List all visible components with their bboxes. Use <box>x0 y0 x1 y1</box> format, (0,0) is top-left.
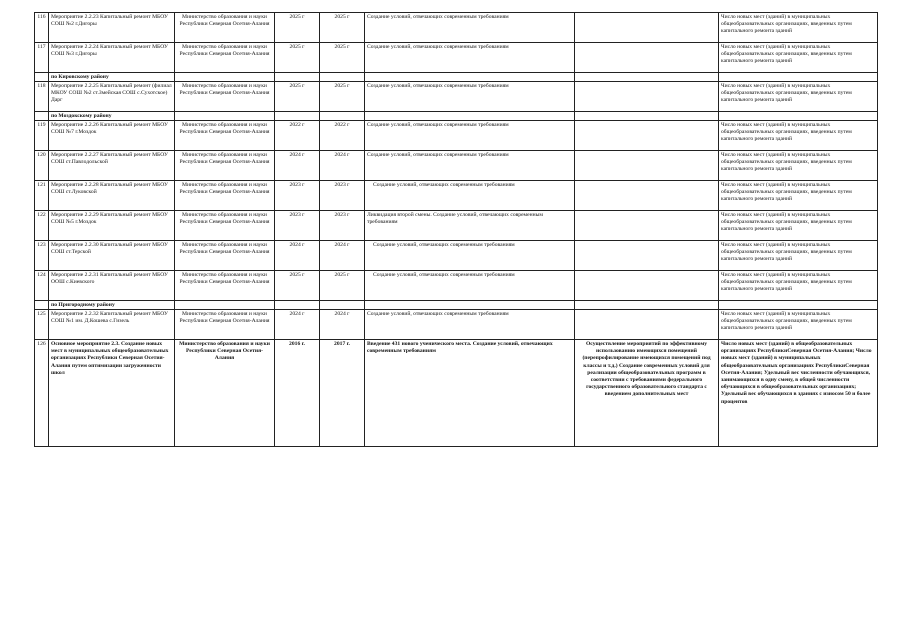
event-name: Мероприятие 2.2.30 Капитальный ремонт МБОУ СОШ ст.Терской <box>49 241 175 271</box>
expected-result: Создание условий, отвечающих современным требованиям <box>365 241 575 271</box>
row-number: 123 <box>35 241 49 271</box>
expected-result: Создание условий, отвечающих современным требованиям <box>365 121 575 151</box>
section-empty-cell <box>320 112 365 121</box>
section-empty-cell <box>365 73 575 82</box>
table-row <box>35 181 878 211</box>
executor: Министерство образования и науки Республики Северная Осетия-Алания <box>175 151 275 181</box>
row-number: 125 <box>35 310 49 340</box>
indicator: Число новых мест (зданий) в муниципальных общеобразовательных организациях, введенных путем капитального ремонта зданий <box>719 151 878 181</box>
executor: Министерство образования и науки Республики Северная Осетия-Алания <box>175 340 275 447</box>
executor: Министерство образования и науки Республики Северная Осетия-Алания <box>175 82 275 112</box>
event-name: Мероприятие 2.2.24 Капитальный ремонт МБОУ СОШ №3 г.Дигоры <box>49 43 175 73</box>
section-num-cell <box>35 112 49 121</box>
section-empty-cell <box>320 73 365 82</box>
section-empty-cell <box>575 301 719 310</box>
end-year: 2025 г <box>320 271 365 301</box>
section-empty-cell <box>175 301 275 310</box>
row-number: 119 <box>35 121 49 151</box>
indicator: Число новых мест (зданий) в муниципальных общеобразовательных организациях, введенных путем капитального ремонта зданий <box>719 271 878 301</box>
event-name: Мероприятие 2.2.28 Капитальный ремонт МБОУ СОШ ст.Луковской <box>49 181 175 211</box>
section-num-cell <box>35 301 49 310</box>
section-row <box>35 112 878 121</box>
end-year: 2022 г <box>320 121 365 151</box>
section-empty-cell <box>719 73 878 82</box>
indicator: Число новых мест (зданий) в муниципальных общеобразовательных организациях, введенных путем капитального ремонта зданий <box>719 121 878 151</box>
row-number: 126 <box>35 340 49 447</box>
row-number: 118 <box>35 82 49 112</box>
expected-result: Создание условий, отвечающих современным требованиям <box>365 82 575 112</box>
program-link <box>575 181 719 211</box>
section-empty-cell <box>365 301 575 310</box>
indicator: Число новых мест (зданий) в муниципальных общеобразовательных организациях, введенных путем капитального ремонта зданий <box>719 43 878 73</box>
table-row <box>35 82 878 112</box>
section-empty-cell <box>275 301 320 310</box>
executor: Министерство образования и науки Республики Северная Осетия-Алания <box>175 43 275 73</box>
executor: Министерство образования и науки Республики Северная Осетия-Алания <box>175 271 275 301</box>
start-year: 2024 г <box>275 310 320 340</box>
row-number: 120 <box>35 151 49 181</box>
start-year: 2025 г <box>275 82 320 112</box>
program-link <box>575 271 719 301</box>
program-table <box>34 12 878 447</box>
program-link <box>575 82 719 112</box>
start-year: 2025 г <box>275 43 320 73</box>
section-label: по Моздокскому району <box>49 112 175 121</box>
section-num-cell <box>35 73 49 82</box>
start-year: 2023 г <box>275 211 320 241</box>
table-row <box>35 43 878 73</box>
section-empty-cell <box>719 301 878 310</box>
table-row <box>35 13 878 43</box>
event-name: Мероприятие 2.2.23 Капитальный ремонт МБОУ СОШ №2 г.Дигоры <box>49 13 175 43</box>
start-year: 2025 г <box>275 271 320 301</box>
row-number: 116 <box>35 13 49 43</box>
end-year: 2017 г. <box>320 340 365 447</box>
event-name: Мероприятие 2.2.26 Капитальный ремонт МБОУ СОШ №7 г.Моздок <box>49 121 175 151</box>
end-year: 2025 г <box>320 13 365 43</box>
executor: Министерство образования и науки Республики Северная Осетия-Алания <box>175 310 275 340</box>
program-link <box>575 211 719 241</box>
expected-result: Создание условий, отвечающих современным требованиям <box>365 310 575 340</box>
section-empty-cell <box>719 112 878 121</box>
executor: Министерство образования и науки Республики Северная Осетия-Алания <box>175 241 275 271</box>
section-empty-cell <box>365 112 575 121</box>
start-year: 2016 г. <box>275 340 320 447</box>
row-number: 122 <box>35 211 49 241</box>
expected-result: Создание условий, отвечающих современным требованиям <box>365 43 575 73</box>
program-link <box>575 310 719 340</box>
row-number: 117 <box>35 43 49 73</box>
end-year: 2024 г <box>320 241 365 271</box>
section-row <box>35 73 878 82</box>
indicator: Число новых мест (зданий) в муниципальных общеобразовательных организациях, введенных путем капитального ремонта зданий <box>719 181 878 211</box>
table-row <box>35 121 878 151</box>
expected-result: Создание условий, отвечающих современным требованиям <box>365 181 575 211</box>
section-empty-cell <box>320 301 365 310</box>
expected-result: Введение 431 нового ученического места. Создание условий, отвечающих современным требованиям <box>365 340 575 447</box>
program-link <box>575 241 719 271</box>
start-year: 2023 г <box>275 181 320 211</box>
section-label: по Кировскому району <box>49 73 175 82</box>
table-row <box>35 310 878 340</box>
end-year: 2025 г <box>320 82 365 112</box>
program-link <box>575 13 719 43</box>
expected-result: Ликвидация второй смены. Создание условий, отвечающих современным требованиям <box>365 211 575 241</box>
executor: Министерство образования и науки Республики Северная Осетия-Алания <box>175 181 275 211</box>
table-row <box>35 241 878 271</box>
event-name: Мероприятие 2.2.29 Капитальный ремонт МБОУ СОШ №5 г.Моздок <box>49 211 175 241</box>
indicator: Число новых мест (зданий) в муниципальных общеобразовательных организациях, введенных путем капитального ремонта зданий <box>719 211 878 241</box>
expected-result: Создание условий, отвечающих современным требованиям <box>365 151 575 181</box>
table-row <box>35 271 878 301</box>
section-empty-cell <box>575 73 719 82</box>
end-year: 2024 г <box>320 151 365 181</box>
event-name: Основное мероприятие 2.3. Создание новых мест в муниципальных общеобразовательных организациях Республики Северная Осетия-Алания путем оптимизации загруженности школ <box>49 340 175 447</box>
event-name: Мероприятие 2.2.27 Капитальный ремонт МБОУ СОШ ст.Павлодольской <box>49 151 175 181</box>
table-body <box>35 13 878 447</box>
executor: Министерство образования и науки Республики Северная Осетия-Алания <box>175 13 275 43</box>
document-page <box>34 12 877 447</box>
event-name: Мероприятие 2.2.25 Капитальный ремонт (филиал МКОУ СОШ №2 ст.Змейская СОШ с.Сухотское) Дарг <box>49 82 175 112</box>
start-year: 2024 г <box>275 151 320 181</box>
section-empty-cell <box>275 73 320 82</box>
event-name: Мероприятие 2.2.32 Капитальный ремонт МБОУ СОШ №1 им. Д.Кошева с.Гизель <box>49 310 175 340</box>
end-year: 2023 г <box>320 181 365 211</box>
expected-result: Создание условий, отвечающих современным требованиям <box>365 271 575 301</box>
executor: Министерство образования и науки Республики Северная Осетия-Алания <box>175 211 275 241</box>
section-row <box>35 301 878 310</box>
section-label: по Пригородному району <box>49 301 175 310</box>
indicator: Число новых мест (зданий) в муниципальных общеобразовательных организациях, введенных путем капитального ремонта зданий <box>719 13 878 43</box>
section-empty-cell <box>175 73 275 82</box>
program-link <box>575 121 719 151</box>
table-row <box>35 211 878 241</box>
start-year: 2024 г <box>275 241 320 271</box>
row-number: 124 <box>35 271 49 301</box>
indicator: Число новых мест (зданий) в муниципальных общеобразовательных организациях, введенных путем капитального ремонта зданий <box>719 241 878 271</box>
row-number: 121 <box>35 181 49 211</box>
section-empty-cell <box>175 112 275 121</box>
program-link <box>575 151 719 181</box>
program-link <box>575 43 719 73</box>
indicator: Число новых мест (зданий) в муниципальных общеобразовательных организациях, введенных путем капитального ремонта зданий <box>719 82 878 112</box>
executor: Министерство образования и науки Республики Северная Осетия-Алания <box>175 121 275 151</box>
end-year: 2024 г <box>320 310 365 340</box>
main-event-row <box>35 340 878 447</box>
end-year: 2025 г <box>320 43 365 73</box>
start-year: 2025 г <box>275 13 320 43</box>
expected-result: Создание условий, отвечающих современным требованиям <box>365 13 575 43</box>
indicator: Число новых мест (зданий) в муниципальных общеобразовательных организациях, введенных путем капитального ремонта зданий <box>719 310 878 340</box>
section-empty-cell <box>575 112 719 121</box>
table-row <box>35 151 878 181</box>
event-name: Мероприятие 2.2.31 Капитальный ремонт МБОУ ООШ с.Киевского <box>49 271 175 301</box>
section-empty-cell <box>275 112 320 121</box>
end-year: 2023 г <box>320 211 365 241</box>
indicator: Число новых мест (зданий) в общеобразовательных организациях РеспубликиСеверная Осетия-Алания; Число новых мест (зданий) в муниципальных общеобразовательных организациях РеспубликиСеверная Осетия-Алания; Удельный вес численности обучающихся, занимающихся в одну смену, в общей численности обучающихся в общеобразовательных организациях; Удельный вес обучающихся в зданиях с износом 50 и более процентов <box>719 340 878 447</box>
program-link: Осуществление мероприятий по эффективному использованию имеющихся помещений (перепрофилирование имеющихся помещений под классы и т.д.) Создание современных условий для реализации общеобразовательных программ в соответствии с требованиями федерального государственного образовательного стандарта с введением дополнительных мест <box>575 340 719 447</box>
start-year: 2022 г <box>275 121 320 151</box>
